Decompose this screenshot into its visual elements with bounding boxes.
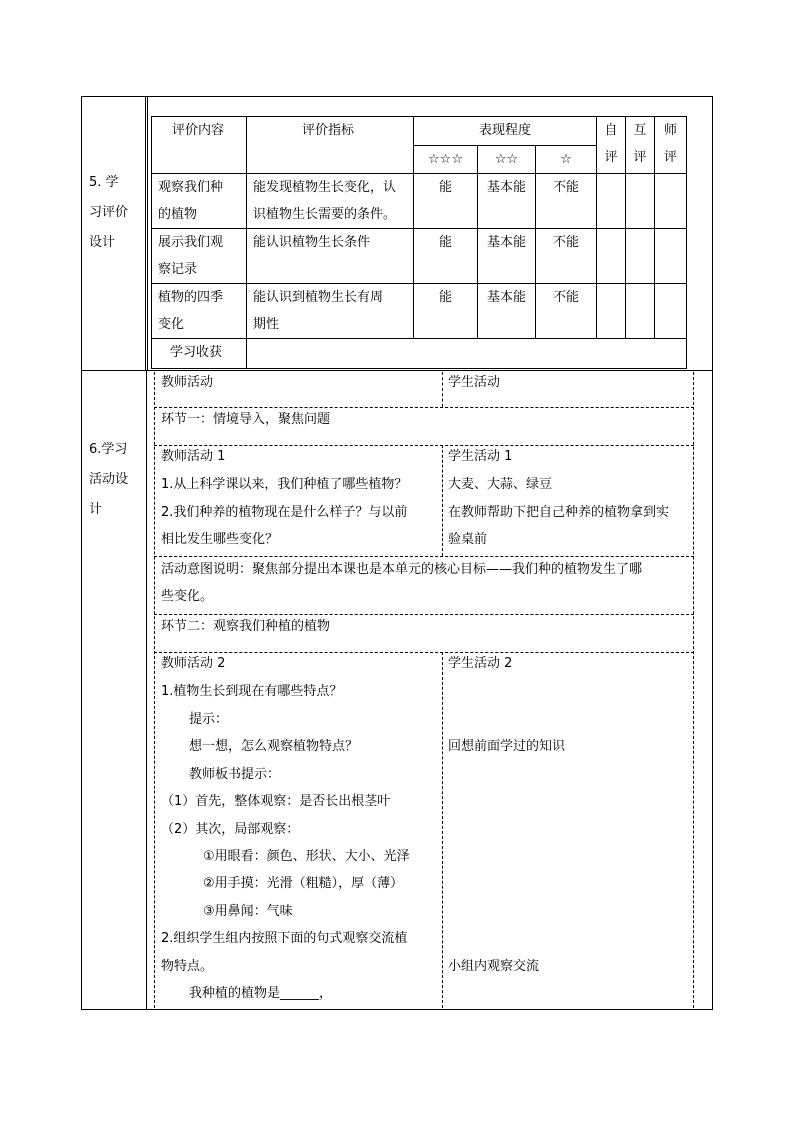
- section5-label-line: 习评价: [89, 205, 129, 220]
- gain-label: 学习收获: [152, 339, 247, 369]
- teacher-activity2-line: ②用手摸：光滑（粗糙），厚（薄）: [203, 876, 404, 891]
- header-teacher: 师 评: [655, 117, 687, 174]
- student-activity1-line: 在教师帮助下把自己种养的植物拿到实: [448, 505, 670, 520]
- label-column-divider-3: [146, 370, 147, 1010]
- student-activity1-line: 验桌前: [448, 532, 488, 547]
- activity-mid-divider: [442, 372, 443, 407]
- activity-left-border: [154, 372, 155, 1008]
- row-teacher-cell[interactable]: [655, 229, 687, 284]
- row-content: 观察我们种 的植物: [152, 174, 247, 229]
- evaluation-table: [151, 116, 687, 369]
- outer-border-left: [81, 96, 82, 1010]
- student-activity1-line: 大麦、大蒜、绿豆: [448, 477, 553, 492]
- header-content: 评价内容: [152, 117, 247, 174]
- section6-label-line: 活动设: [89, 472, 129, 487]
- teacher-activity2-line: 物特点。: [161, 959, 214, 974]
- teacher-activity2-line: ③用鼻闻：气味: [203, 904, 293, 919]
- section5-label-line: 设计: [89, 235, 116, 250]
- outer-border-right: [712, 96, 713, 1010]
- row-peer-cell[interactable]: [626, 229, 655, 284]
- teacher-activity1-line: 相比发生哪些变化？: [161, 532, 279, 547]
- section6-label-line: 6.学习: [89, 442, 128, 457]
- stage2-title: 环节二：观察我们种植的植物: [161, 619, 331, 634]
- teacher-activity2-line: （2）其次，局部观察：: [161, 822, 300, 837]
- row-level-2: 基本能: [478, 174, 536, 229]
- gain-row: [152, 339, 687, 369]
- teacher-activity1-line: 1.从上科学课以来，我们种植了哪些植物？: [161, 477, 408, 492]
- student-activity2-title: 学生活动 2: [448, 656, 513, 671]
- row-indicator: 能认识到植物生长有周 期性: [247, 284, 414, 339]
- row-self-cell[interactable]: [597, 174, 626, 229]
- activity-intent-line: 些变化。: [161, 589, 214, 604]
- row-level-1: 不能: [536, 229, 597, 284]
- header-stars-1: ☆: [536, 146, 597, 174]
- table-row: [152, 229, 687, 284]
- teacher-activity2-line: 教师板书提示：: [189, 767, 281, 782]
- header-stars-2: ☆☆: [478, 146, 536, 174]
- section5-label-line: 5. 学: [89, 175, 119, 190]
- row-teacher-cell[interactable]: [655, 174, 687, 229]
- row-level-3: 能: [414, 229, 478, 284]
- teacher-activity-header: 教师活动: [161, 375, 214, 390]
- stage1-title: 环节一：情境导入，聚焦问题: [161, 412, 331, 427]
- activity-mid-divider: [442, 652, 443, 1008]
- table-header-row: [152, 117, 687, 146]
- student-activity2-group: 小组内观察交流: [448, 959, 540, 974]
- row-content: 植物的四季 变化: [152, 284, 247, 339]
- student-activity2-recall: 回想前面学过的知识: [448, 739, 566, 754]
- teacher-activity2-line: 我种植的植物是______，: [189, 986, 333, 1001]
- row-indicator: 能发现植物生长变化，认 识植物生长需要的条件。: [247, 174, 414, 229]
- row-content: 展示我们观 察记录: [152, 229, 247, 284]
- header-self: 自 评: [597, 117, 626, 174]
- outer-border-bottom: [81, 1009, 713, 1010]
- header-level: 表现程度: [414, 117, 597, 146]
- header-indicator: 评价指标: [247, 117, 414, 174]
- teacher-activity2-line: 提示：: [189, 712, 229, 727]
- section6-label: [89, 435, 128, 525]
- row-level-1: 不能: [536, 174, 597, 229]
- outer-border-top: [81, 96, 713, 97]
- row-level-1: 不能: [536, 284, 597, 339]
- row-divider: [154, 445, 694, 446]
- teacher-activity1-title: 教师活动 1: [161, 449, 226, 464]
- row-self-cell[interactable]: [597, 229, 626, 284]
- row-peer-cell[interactable]: [626, 284, 655, 339]
- student-activity1-title: 学生活动 1: [448, 449, 513, 464]
- teacher-activity2-line: 想一想，怎么观察植物特点？: [189, 739, 359, 754]
- label-column-divider-2: [147, 96, 148, 371]
- header-stars-3: ☆☆☆: [414, 146, 478, 174]
- row-indicator: 能认识植物生长条件: [247, 229, 414, 284]
- teacher-activity2-line: 2.组织学生组内按照下面的句式观察交流植: [161, 931, 408, 946]
- row-teacher-cell[interactable]: [655, 284, 687, 339]
- header-peer: 互 评: [626, 117, 655, 174]
- gain-cell[interactable]: [247, 339, 687, 369]
- row-peer-cell[interactable]: [626, 174, 655, 229]
- row-level-2: 基本能: [478, 284, 536, 339]
- teacher-activity2-line: （1）首先，整体观察：是否长出根茎叶: [161, 794, 391, 809]
- teacher-activity1-line: 2.我们种养的植物现在是什么样子？与以前: [161, 505, 408, 520]
- activity-mid-divider: [442, 445, 443, 556]
- table-row: [152, 284, 687, 339]
- activity-intent-line: 活动意图说明：聚焦部分提出本课也是本单元的核心目标——我们种的植物发生了哪: [161, 562, 643, 577]
- label-column-divider-1: [145, 96, 146, 371]
- row-self-cell[interactable]: [597, 284, 626, 339]
- row-level-3: 能: [414, 174, 478, 229]
- section6-label-line: 计: [89, 502, 103, 517]
- row-level-2: 基本能: [478, 229, 536, 284]
- student-activity-header: 学生活动: [448, 375, 501, 390]
- teacher-activity2-line: ①用眼看：颜色、形状、大小、光泽: [203, 849, 410, 864]
- row-divider: [154, 652, 694, 653]
- row-level-3: 能: [414, 284, 478, 339]
- activity-right-border: [693, 372, 694, 1008]
- teacher-activity2-line: 1.植物生长到现在有哪些特点？: [161, 684, 343, 699]
- section5-label: [89, 168, 128, 258]
- table-row: [152, 174, 687, 229]
- teacher-activity2-title: 教师活动 2: [161, 656, 226, 671]
